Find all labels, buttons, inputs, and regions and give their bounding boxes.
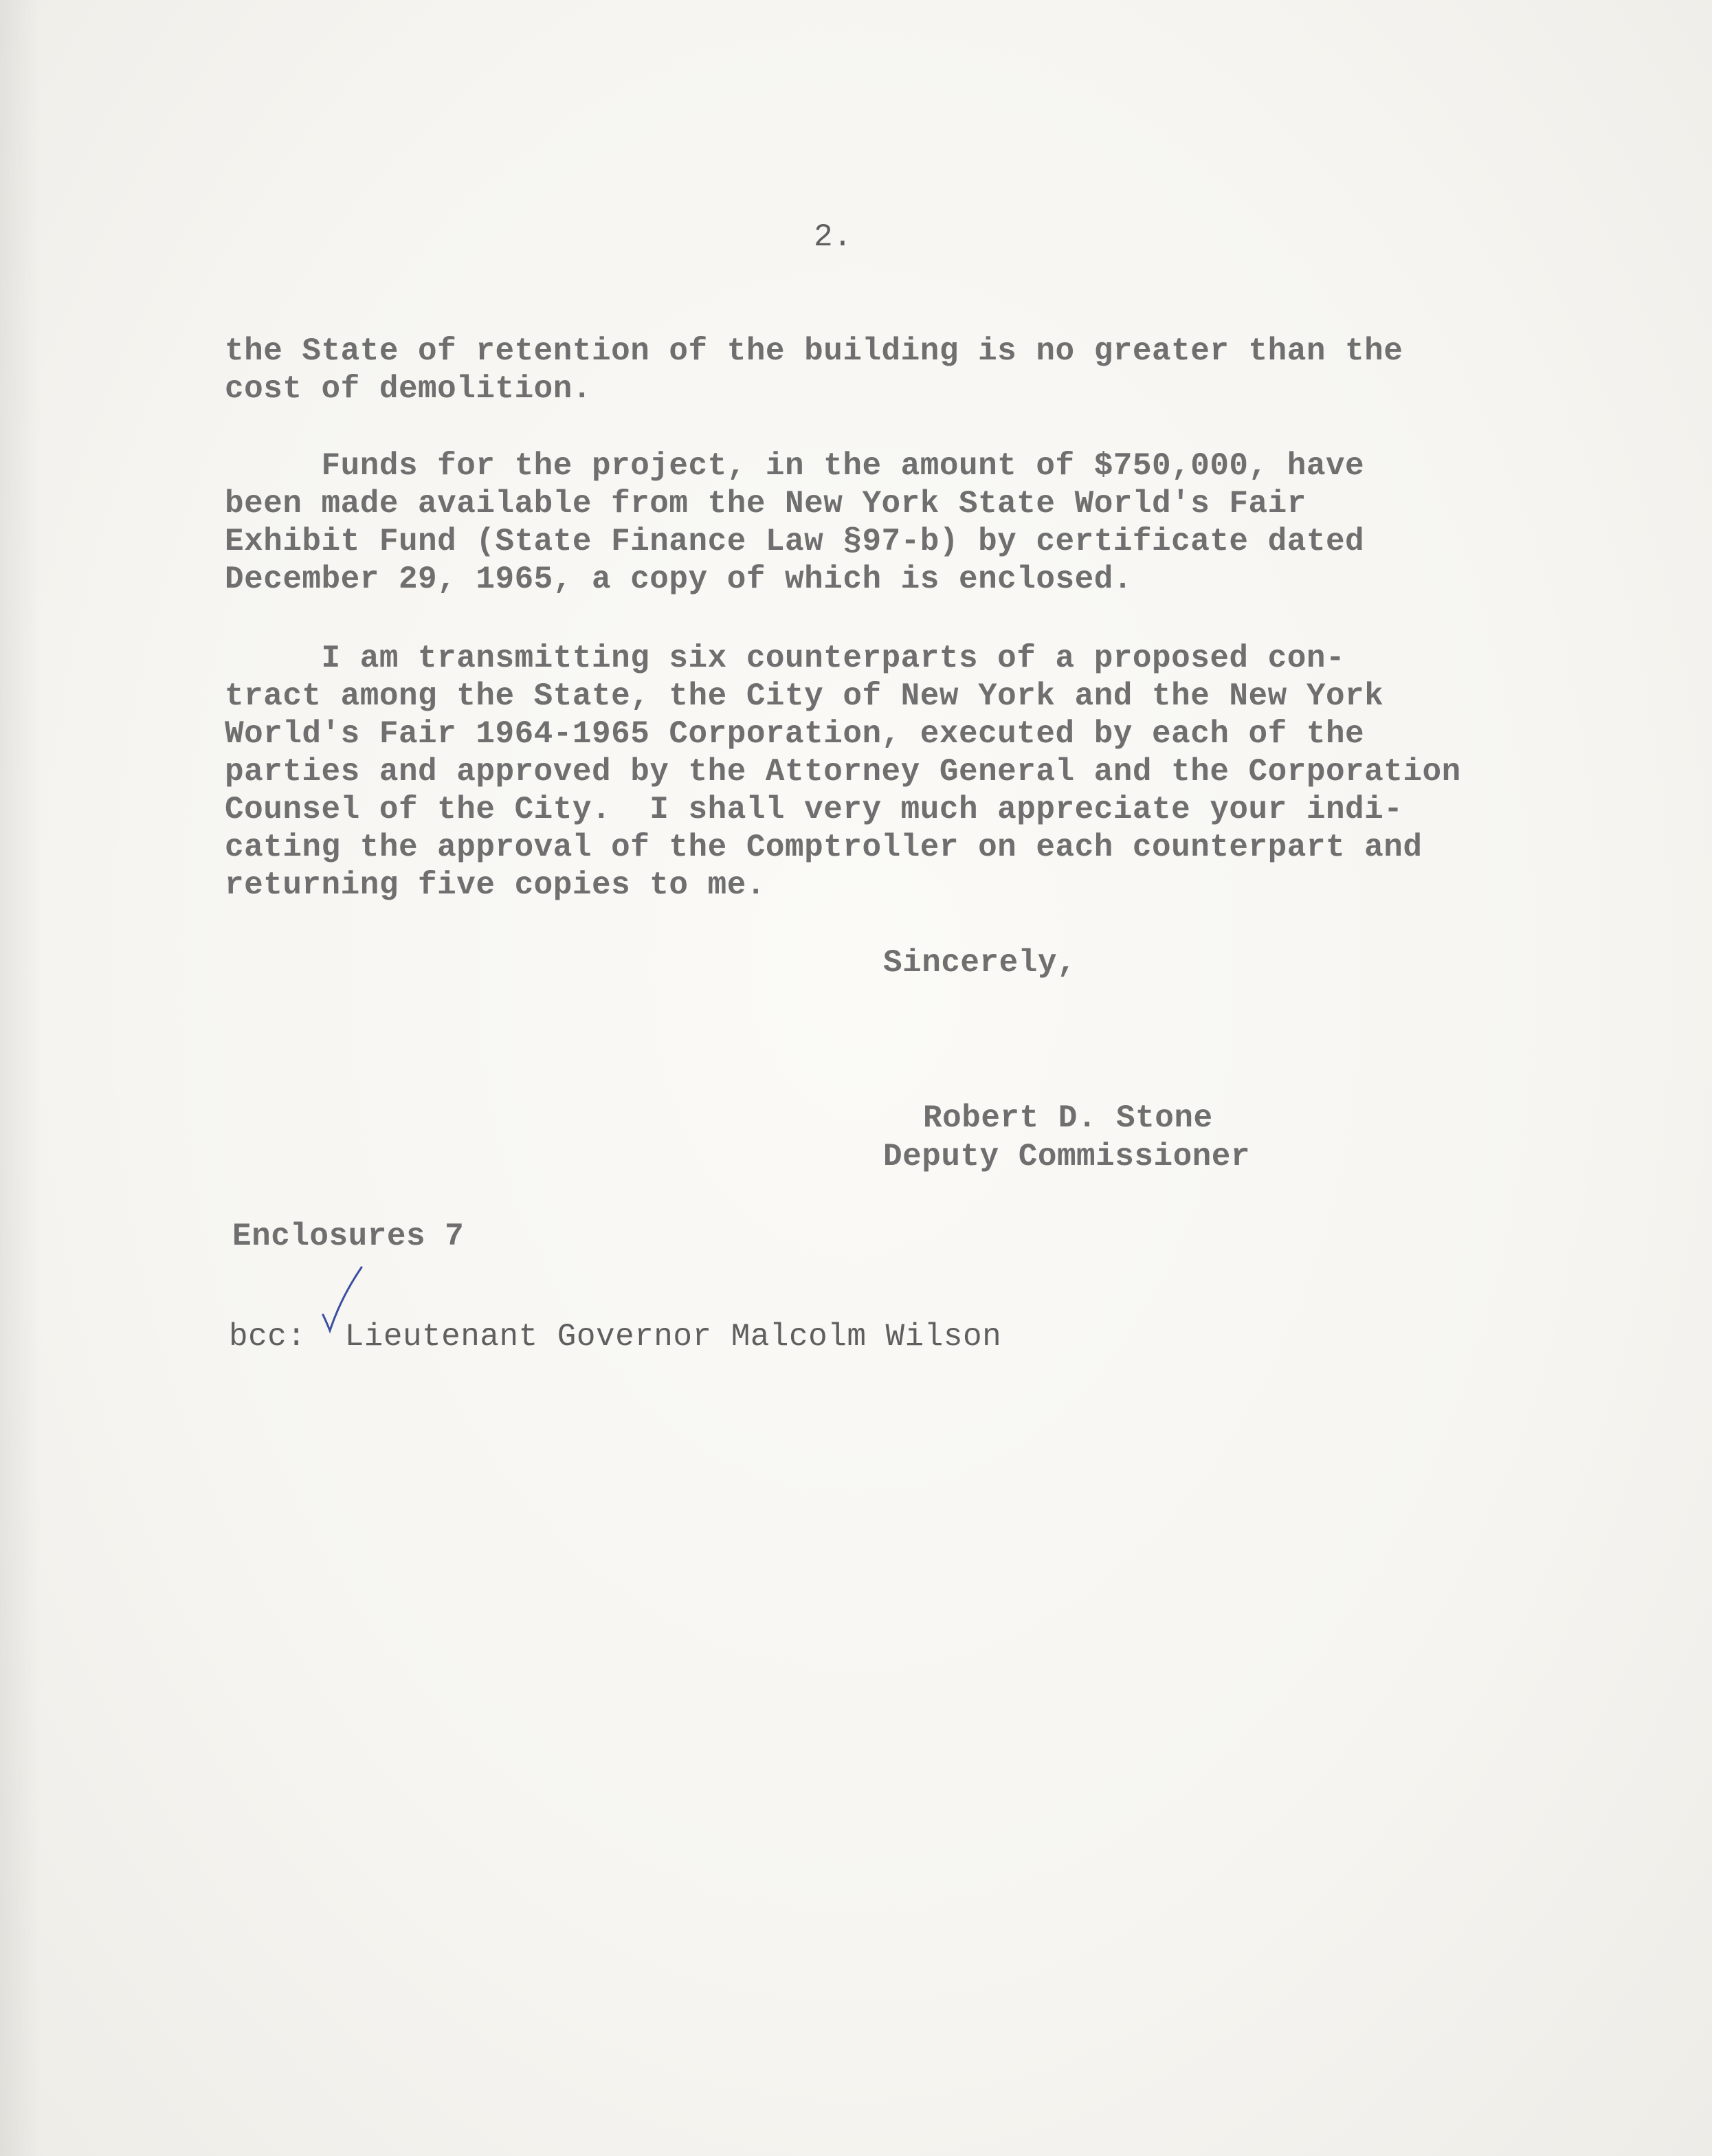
signer-name: Robert D. Stone [923, 1100, 1213, 1136]
closing-salutation: Sincerely, [883, 945, 1077, 981]
paragraph-transmittal: I am transmitting six counterparts of a proposed con- tract among the State, the City of New York and the New York World's Fair 1964-1965 Corporation, executed by each of the parties and approved by the Attorney General and the Corporation Counsel of the City. I shall very much appreciate your indi- cating the approval of the Comptroller on each counterpart and returning five copies to me. [225, 641, 1461, 903]
bcc-line: bcc: Lieutenant Governor Malcolm Wilson [229, 1319, 1002, 1355]
signer-title: Deputy Commissioner [883, 1139, 1250, 1175]
page-number: 2. [814, 219, 853, 255]
enclosures-note: Enclosures 7 [232, 1219, 465, 1254]
paragraph-continuation: the State of retention of the building is no greater than the cost of demolition. [225, 333, 1403, 407]
paragraph-funds: Funds for the project, in the amount of $750,000, have been made available from the New York State World's Fair Exhibit Fund (State Finance Law §97-b) by certificate dated December 29, 1965, a copy of which is enclosed. [225, 448, 1365, 597]
